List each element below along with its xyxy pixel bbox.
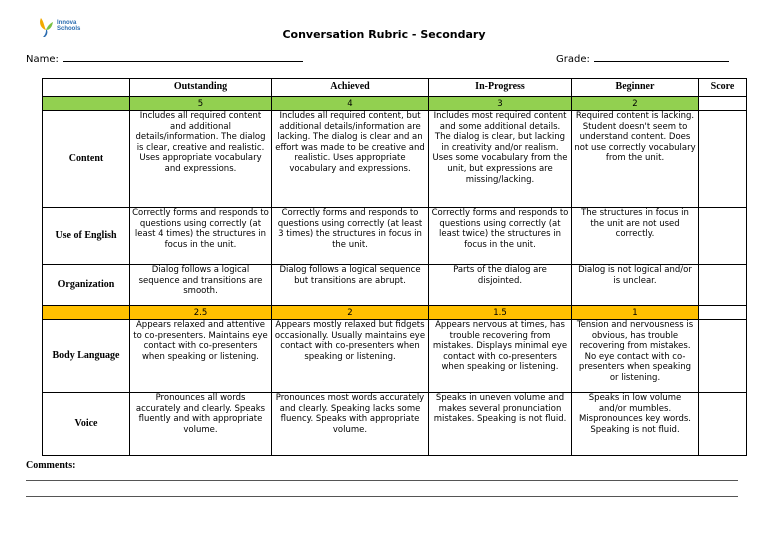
descriptor-cell: Includes most required content and some additional details. The dialog is clear, but lacking in creativity and/or realism. Uses some vocabulary from the unit, but expressions are missing/lacking. — [429, 111, 572, 208]
grade-field[interactable] — [556, 52, 729, 65]
descriptor-cell: Correctly forms and responds to questions using correctly (at least twice) the structures in focus in the unit. — [429, 208, 572, 265]
criterion-content: Content — [43, 111, 130, 208]
table-row — [43, 393, 747, 456]
points-achieved: 4 — [272, 97, 429, 111]
comments-line[interactable] — [26, 496, 738, 497]
logo-line1: Innova — [57, 20, 77, 26]
descriptor-cell: Dialog follows a logical sequence and transitions are smooth. — [130, 265, 272, 306]
points-outstanding: 5 — [130, 97, 272, 111]
descriptor-cell: The structures in focus in the unit are not used correctly. — [572, 208, 699, 265]
header-outstanding: Outstanding — [130, 79, 272, 97]
rubric-table — [42, 78, 747, 456]
descriptor-cell: Pronounces all words accurately and clearly. Speaks fluently and with appropriate volume. — [130, 393, 272, 456]
points-outstanding: 2.5 — [130, 306, 272, 320]
table-row — [43, 111, 747, 208]
grade-label: Grade: — [556, 54, 590, 65]
points-achieved: 2 — [272, 306, 429, 320]
score-cell[interactable] — [699, 208, 747, 265]
descriptor-cell: Correctly forms and responds to questions using correctly (at least 3 times) the structures in focus in the unit. — [272, 208, 429, 265]
comments-label: Comments: — [26, 460, 76, 471]
logo-line2: Schools — [57, 26, 81, 32]
descriptor-cell: Appears nervous at times, has trouble recovering from mistakes. Displays minimal eye contact with co-presenters when speaking or listening. — [429, 320, 572, 393]
descriptor-cell: Speaks in uneven volume and makes several pronunciation mistakes. Speaking is not fluid. — [429, 393, 572, 456]
document-title: Conversation Rubric - Secondary — [282, 28, 486, 41]
header-in-progress: In-Progress — [429, 79, 572, 97]
descriptor-cell: Correctly forms and responds to questions using correctly (at least 4 times) the structures in focus in the unit. — [130, 208, 272, 265]
header-beginner: Beginner — [572, 79, 699, 97]
name-field[interactable] — [26, 52, 303, 65]
score-cell[interactable] — [699, 265, 747, 306]
score-cell[interactable] — [699, 111, 747, 208]
descriptor-cell: Dialog follows a logical sequence but transitions are abrupt. — [272, 265, 429, 306]
points-spacer — [43, 306, 130, 320]
descriptor-cell: Appears mostly relaxed but fidgets occasionally. Usually maintains eye contact with co-presenters when speaking or listening. — [272, 320, 429, 393]
comments-line[interactable] — [26, 480, 738, 481]
header-achieved: Achieved — [272, 79, 429, 97]
descriptor-cell: Includes all required content and additional details/information. The dialog is clear, creative and realistic. Uses appropriate vocabulary and expressions. — [130, 111, 272, 208]
descriptor-cell: Parts of the dialog are disjointed. — [429, 265, 572, 306]
header-score: Score — [699, 79, 747, 97]
name-input-line[interactable] — [63, 52, 303, 62]
descriptor-cell: Speaks in low volume and/or mumbles. Mispronounces key words. Speaking is not fluid. — [572, 393, 699, 456]
points-in-progress: 3 — [429, 97, 572, 111]
descriptor-cell: Required content is lacking. Student doesn't seem to understand content. Does not use correctly vocabulary from the unit. — [572, 111, 699, 208]
points-row-orange — [43, 306, 747, 320]
table-row — [43, 320, 747, 393]
score-cell[interactable] — [699, 393, 747, 456]
name-label: Name: — [26, 54, 59, 65]
descriptor-cell: Pronounces most words accurately and clearly. Speaking lacks some fluency. Speaks with appropriate volume. — [272, 393, 429, 456]
criterion-body-language: Body Language — [43, 320, 130, 393]
descriptor-cell: Includes all required content, but additional details/information are lacking. The dialog is clear and an effort was made to be creative and realistic. Uses appropriate vocabulary and expressions. — [272, 111, 429, 208]
descriptor-cell: Tension and nervousness is obvious, has trouble recovering from mistakes. No eye contact with co-presenters when speaking or listening. — [572, 320, 699, 393]
descriptor-cell: Dialog is not logical and/or is unclear. — [572, 265, 699, 306]
header-row — [43, 79, 747, 97]
points-score-blank — [699, 97, 747, 111]
criterion-use-of-english: Use of English — [43, 208, 130, 265]
header-blank — [43, 79, 130, 97]
table-row — [43, 208, 747, 265]
score-cell[interactable] — [699, 320, 747, 393]
points-score-blank — [699, 306, 747, 320]
criterion-organization: Organization — [43, 265, 130, 306]
grade-input-line[interactable] — [594, 52, 729, 62]
points-spacer — [43, 97, 130, 111]
points-beginner: 2 — [572, 97, 699, 111]
table-row — [43, 265, 747, 306]
points-row-green — [43, 97, 747, 111]
points-beginner: 1 — [572, 306, 699, 320]
points-in-progress: 1.5 — [429, 306, 572, 320]
descriptor-cell: Appears relaxed and attentive to co-presenters. Maintains eye contact with co-presenters when speaking or listening. — [130, 320, 272, 393]
criterion-voice: Voice — [43, 393, 130, 456]
